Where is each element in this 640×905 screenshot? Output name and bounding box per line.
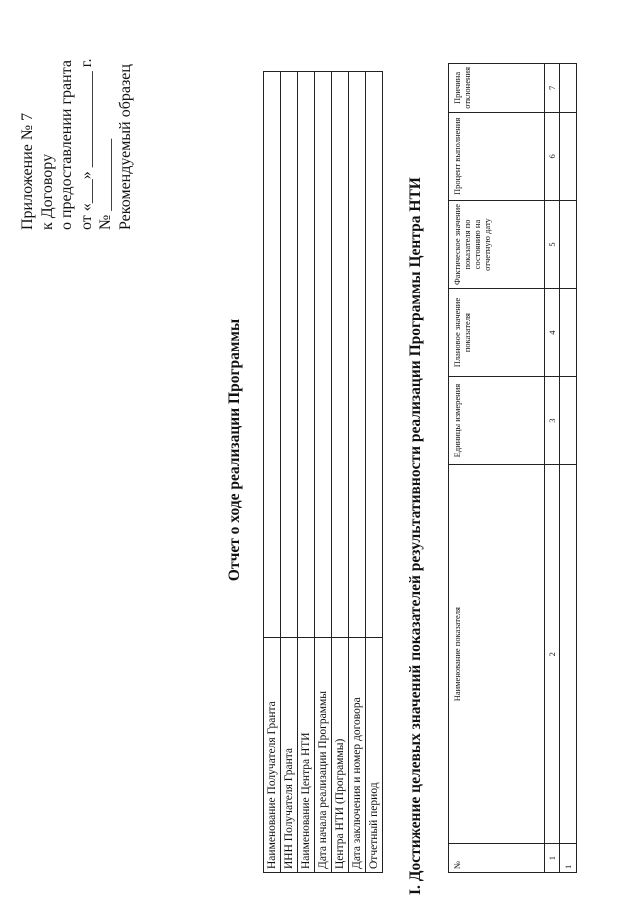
appendix-line-6: Рекомендуемый образец	[116, 64, 134, 230]
col-header-number: №	[449, 844, 545, 873]
data-cell[interactable]	[560, 112, 577, 200]
table-row	[332, 72, 349, 873]
table-header-row	[449, 64, 545, 873]
appendix-line-1: Приложение № 7	[19, 112, 36, 230]
col-header-deviation-reason: Причина отклонения	[449, 64, 545, 113]
info-value-cell[interactable]	[264, 72, 281, 638]
table-row	[315, 72, 332, 873]
info-label: Дата начала реализации Программы	[315, 638, 332, 873]
report-info-table	[263, 71, 383, 873]
col-header-planned: Плановое значение показателя	[449, 289, 545, 377]
info-label: Центра НТИ (Программы)	[332, 638, 349, 873]
info-value-cell[interactable]	[332, 72, 349, 638]
info-label: Отчетный период	[366, 638, 383, 873]
table-row	[349, 72, 366, 873]
appendix-line-3: о предоставлении гранта	[58, 59, 75, 230]
data-cell[interactable]	[560, 200, 577, 288]
appendix-line-4: от «___» ____________ г.	[77, 58, 95, 230]
table-row	[264, 72, 281, 873]
appendix-line-5: № _________	[97, 138, 114, 230]
info-label: Дата заключения и номер договора	[349, 638, 366, 873]
data-cell[interactable]	[560, 289, 577, 377]
col-header-percent: Процент выполнения	[449, 112, 545, 200]
table-row	[366, 72, 383, 873]
column-number: 6	[545, 112, 560, 200]
table-row	[298, 72, 315, 873]
col-header-indicator-name: Наименование показателя	[449, 465, 545, 844]
row-number: 1	[560, 844, 577, 873]
table-row	[281, 72, 298, 873]
column-number: 5	[545, 200, 560, 288]
info-value-cell[interactable]	[366, 72, 383, 638]
info-value-cell[interactable]	[349, 72, 366, 638]
info-value-cell[interactable]	[298, 72, 315, 638]
report-title: Отчет о ходе реализации Программы	[226, 318, 243, 582]
column-number: 3	[545, 377, 560, 465]
col-header-actual: Фактическое значение показателя по состоянию на отчетную дату	[449, 200, 545, 288]
appendix-line-2: к Договору	[38, 153, 56, 230]
data-cell[interactable]	[560, 465, 577, 844]
section-title: I. Достижение целевых значений показателей результативности реализации Программы Центра НТИ	[407, 177, 424, 895]
info-label: Наименование Получателя Гранта	[264, 638, 281, 873]
indicators-table	[448, 63, 577, 873]
column-number: 2	[545, 465, 560, 844]
data-cell[interactable]	[560, 64, 577, 113]
table-row	[560, 64, 577, 873]
data-cell[interactable]	[560, 377, 577, 465]
column-numbers-row	[545, 64, 560, 873]
info-label: Наименование Центра НТИ	[298, 638, 315, 873]
info-value-cell[interactable]	[281, 72, 298, 638]
column-number: 4	[545, 289, 560, 377]
column-number: 1	[545, 844, 560, 873]
appendix-block	[18, 58, 135, 230]
info-value-cell[interactable]	[315, 72, 332, 638]
col-header-units: Единицы измерения	[449, 377, 545, 465]
column-number: 7	[545, 64, 560, 113]
info-label: ИНН Получателя Гранта	[281, 638, 298, 873]
